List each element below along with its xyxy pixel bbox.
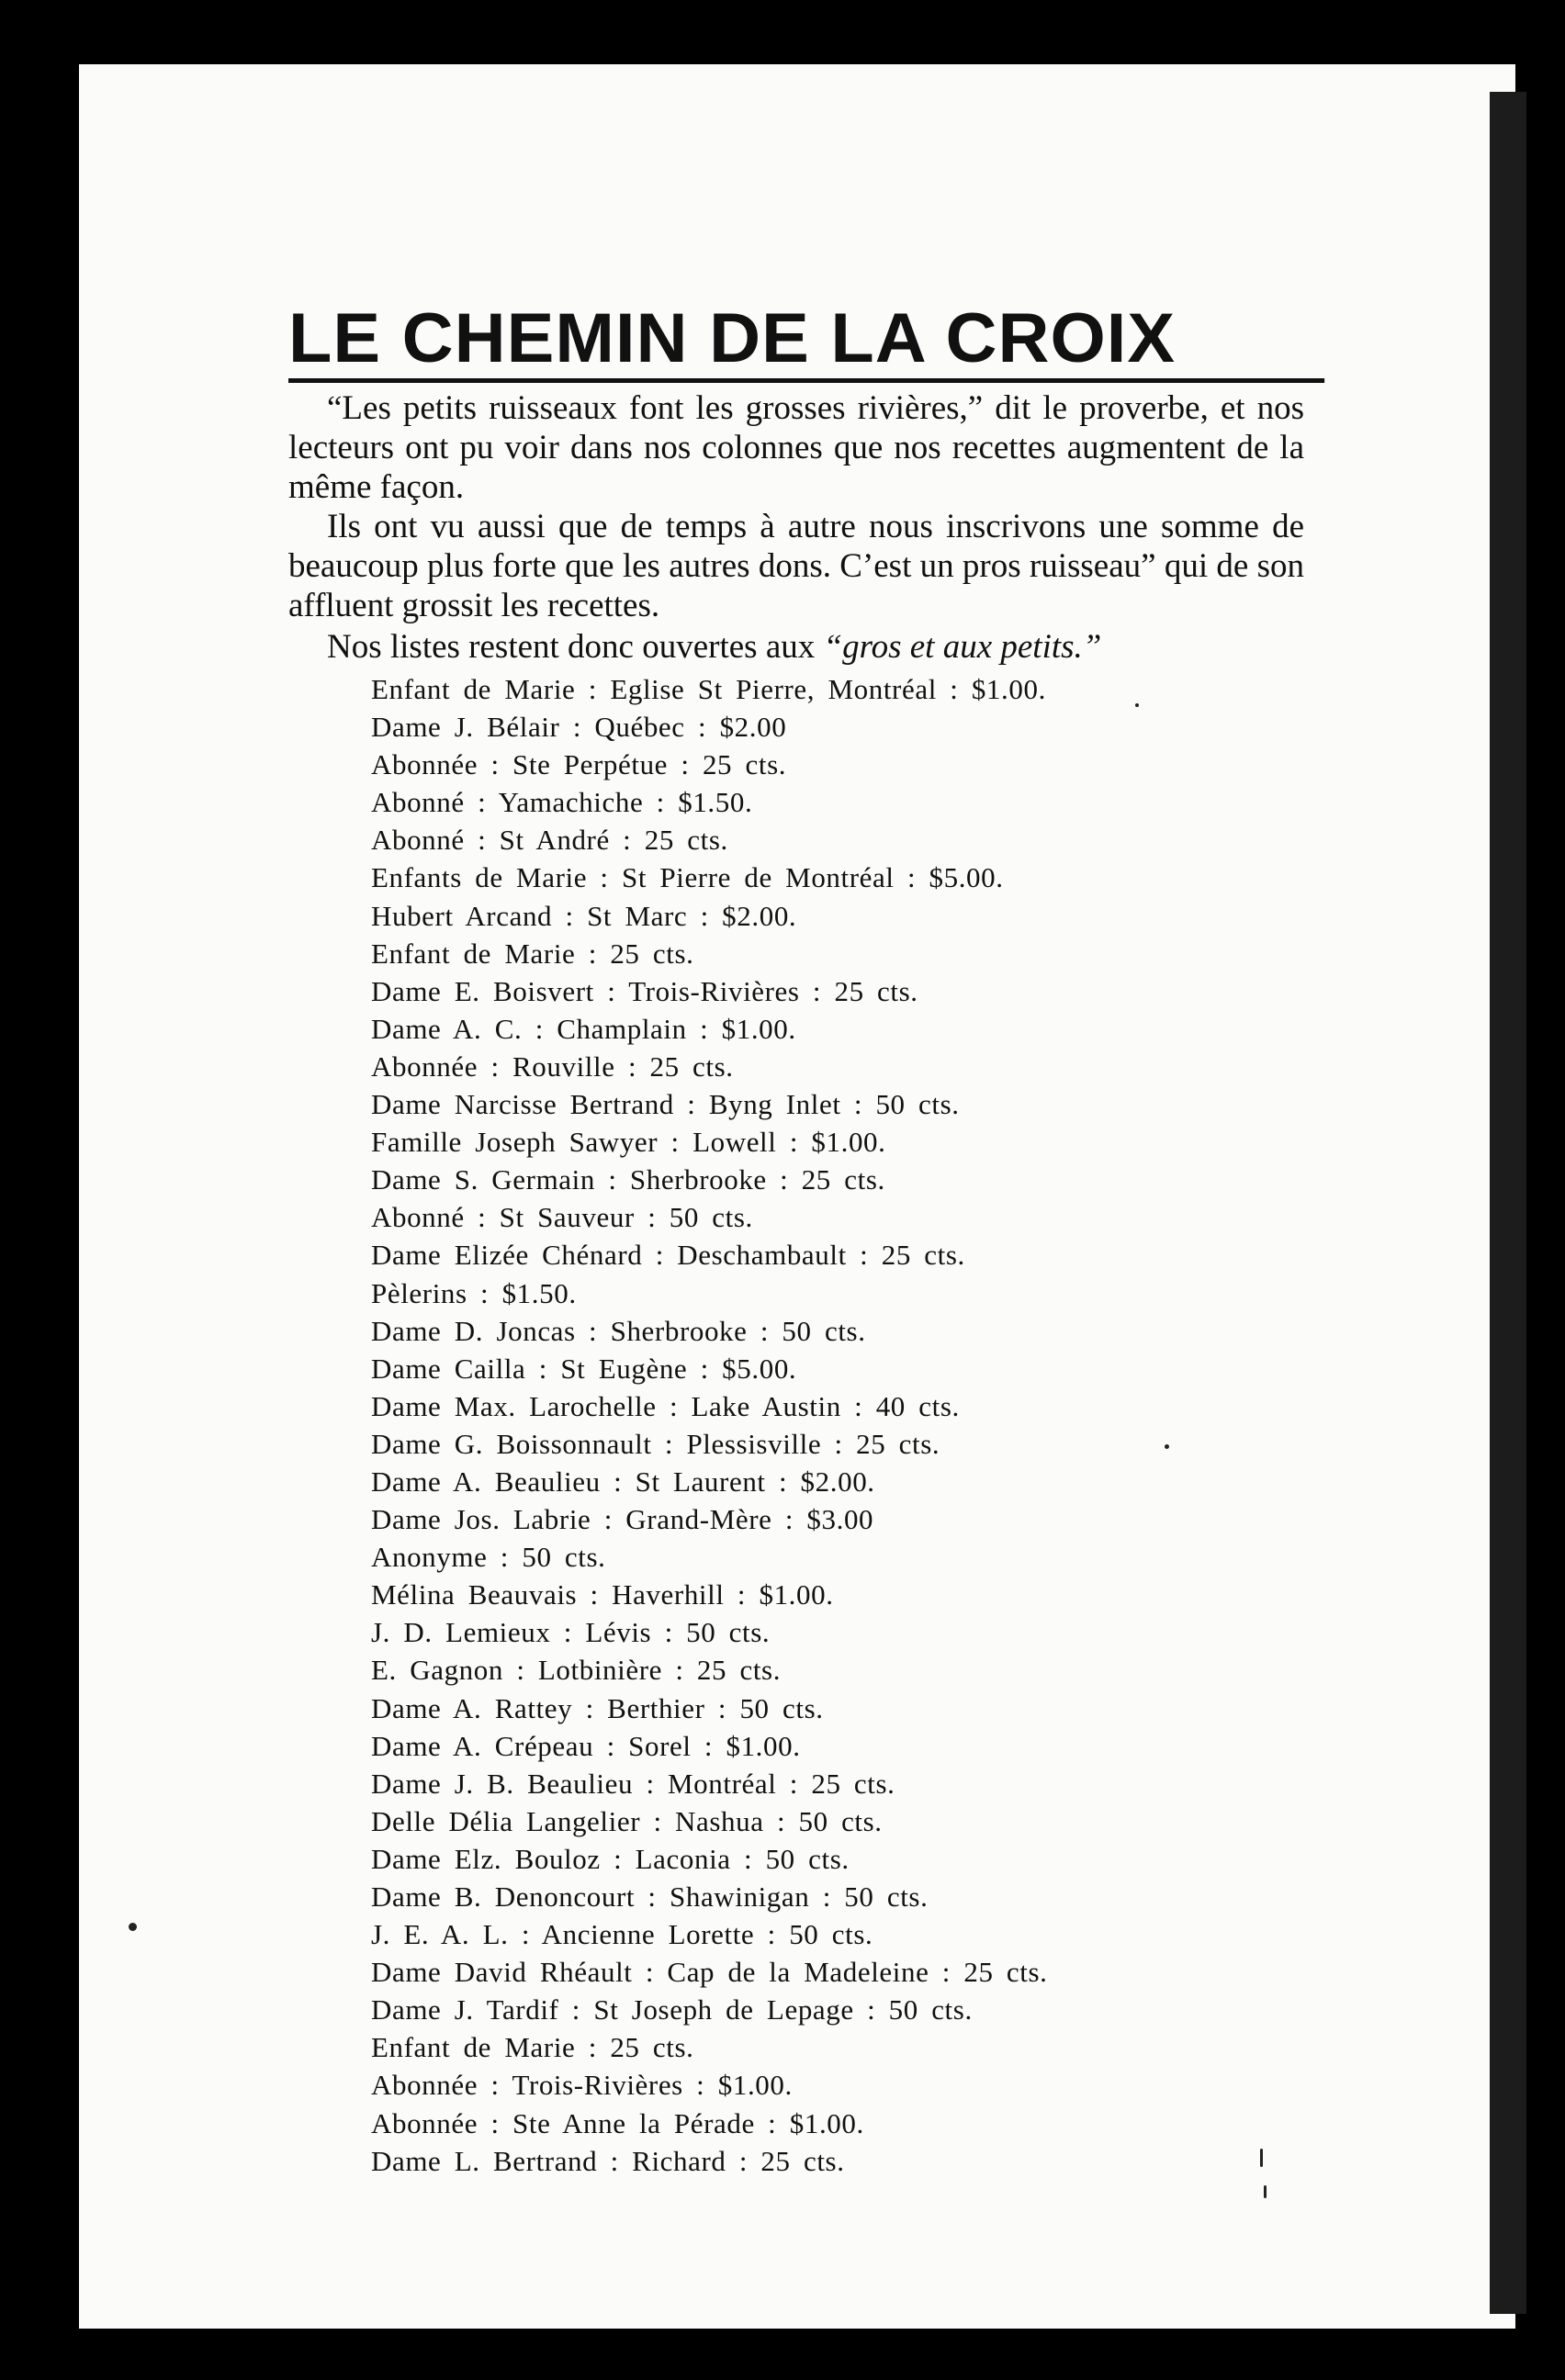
donor-entry: Dame G. Boissonnault : Plessisville : 25 cts. [371,1427,940,1460]
facing-page-edge [1490,92,1526,2314]
donor-entry: Abonné : St Sauveur : 50 cts. [371,1201,753,1234]
donor-entry: J. E. A. L. : Ancienne Lorette : 50 cts. [371,1918,873,1951]
donor-entry: J. D. Lemieux : Lévis : 50 cts. [371,1616,771,1649]
donor-entry: Dame A. C. : Champlain : $1.00. [371,1012,796,1045]
article [288,299,1304,2180]
donor-entry: Dame D. Joncas : Sherbrooke : 50 cts. [371,1314,866,1347]
donor-entry: Famille Joseph Sawyer : Lowell : $1.00. [371,1126,886,1159]
donor-entry: Dame David Rhéault : Cap de la Madeleine : 25 cts. [371,1956,1048,1989]
donor-entry: Enfants de Marie : St Pierre de Montréal : $5.00. [371,861,1004,894]
donor-entry: Anonyme : 50 cts. [371,1541,606,1574]
donor-list [288,670,1304,2180]
donor-entry: Abonnée : Trois-Rivières : $1.00. [371,2069,793,2102]
donor-entry: Dame Jos. Labrie : Grand-Mère : $3.00 [371,1503,874,1536]
donor-entry: Dame A. Beaulieu : St Laurent : $2.00. [371,1465,875,1498]
donor-entry: Dame Narcisse Bertrand : Byng Inlet : 50 cts. [371,1088,960,1121]
donor-entry: Dame J. Bélair : Québec : $2.00 [371,711,787,744]
intro-paragraph-3-lead: Nos listes restent donc ouvertes aux [327,628,824,666]
donor-entry: Dame J. Tardif : St Joseph de Lepage : 50 cts. [371,1993,973,2026]
donor-entry: Mélina Beauvais : Haverhill : $1.00. [371,1578,834,1611]
intro-paragraph-3 [288,627,1304,667]
donor-entry: Dame Elizée Chénard : Deschambault : 25 cts. [371,1239,965,1272]
intro-paragraph-2: Ils ont vu aussi que de temps à autre nous inscrivons une somme de beaucoup plus forte que les autres dons. C’est un pros ruisseau” qui de son affluent grossit les recettes. [288,508,1304,624]
donor-entry: E. Gagnon : Lotbinière : 25 cts. [371,1654,782,1687]
donor-entry: Dame A. Crépeau : Sorel : $1.00. [371,1729,801,1762]
scan-speck [1135,703,1139,707]
donor-entry: Enfant de Marie : Eglise St Pierre, Montréal : $1.00. [371,673,1046,705]
donor-entry: Enfant de Marie : 25 cts. [371,2031,694,2064]
article-intro [288,388,1304,667]
donor-entry: Dame Cailla : St Eugène : $5.00. [371,1352,797,1385]
scan-speck [1165,1444,1169,1449]
donor-entry: Dame E. Boisvert : Trois-Rivières : 25 cts. [371,974,918,1007]
scan-speck [1264,2185,1267,2198]
donor-entry: Abonnée : Ste Anne la Pérade : $1.00. [371,2106,864,2139]
donor-entry: Abonnée : Ste Perpétue : 25 cts. [371,748,787,781]
scan-speck [1260,2149,1263,2167]
article-title: LE CHEMIN DE LA CROIX [288,303,1324,383]
donor-entry: Dame S. Germain : Sherbrooke : 25 cts. [371,1163,885,1196]
scan-speck [129,1923,137,1931]
donor-entry: Dame Elz. Bouloz : Laconia : 50 cts. [371,1842,850,1875]
donor-entry: Abonné : Yamachiche : $1.50. [371,786,753,819]
donor-entry: Dame Max. Larochelle : Lake Austin : 40 cts. [371,1389,960,1422]
donor-entry: Dame L. Bertrand : Richard : 25 cts. [371,2144,845,2177]
donor-entry: Dame A. Rattey : Berthier : 50 cts. [371,1691,824,1724]
donor-entry: Abonné : St André : 25 cts. [371,824,728,857]
donor-entry: Dame J. B. Beaulieu : Montréal : 25 cts. [371,1767,895,1800]
intro-paragraph-3-italic: “gros et aux petits.” [823,628,1102,666]
donor-entry: Dame B. Denoncourt : Shawinigan : 50 cts. [371,1880,929,1913]
intro-paragraph-1: “Les petits ruisseaux font les grosses rivières,” dit le proverbe, et nos lecteurs ont pu voir dans nos colonnes que nos recettes augmentent de la même façon. [288,389,1304,506]
donor-entry: Abonnée : Rouville : 25 cts. [371,1050,734,1083]
donor-entry: Pèlerins : $1.50. [371,1276,577,1309]
donor-entry: Enfant de Marie : 25 cts. [371,937,694,970]
donor-entry: Delle Délia Langelier : Nashua : 50 cts. [371,1804,883,1837]
donor-entry: Hubert Arcand : St Marc : $2.00. [371,899,797,932]
